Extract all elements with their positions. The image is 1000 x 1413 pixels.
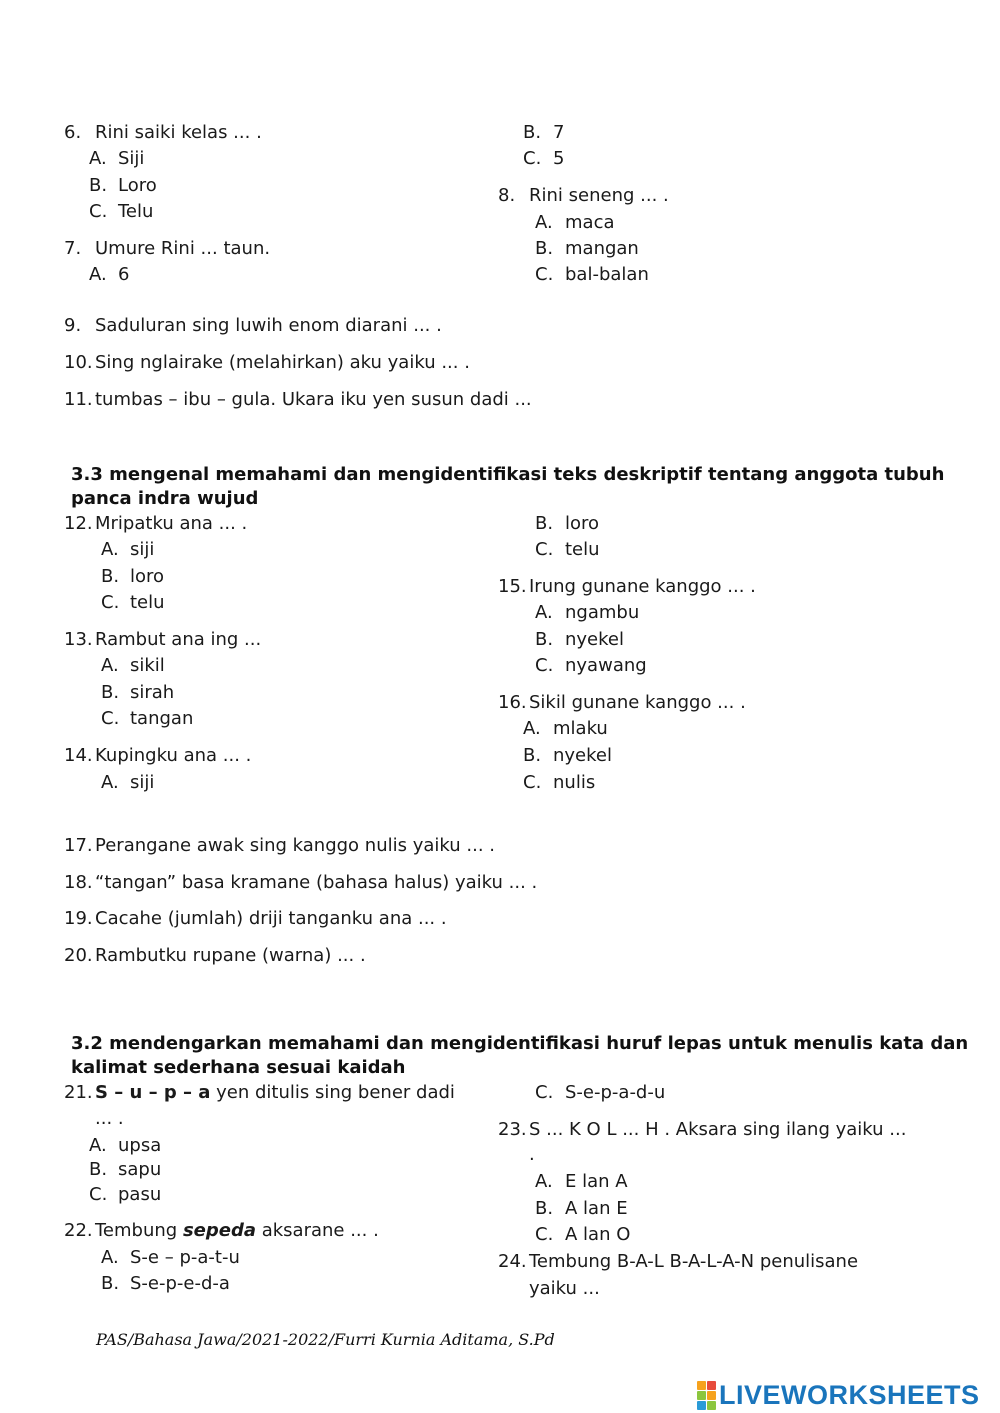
option-b: B. sapu — [89, 1159, 162, 1180]
option-a: A. 6 — [89, 264, 130, 285]
question-20: 20. Rambutku rupane (warna) ... . — [64, 945, 366, 966]
section-heading-cont: kalimat sederhana sesuai kaidah — [71, 1057, 406, 1078]
question-11: 11. tumbas – ibu – gula. Ukara iku yen susun dadi ... — [64, 389, 532, 410]
option-a: A. ngambu — [535, 602, 640, 623]
question-19: 19. Cacahe (jumlah) driji tanganku ana ... . — [64, 908, 447, 929]
question-17: 17. Perangane awak sing kanggo nulis yaiku ... . — [64, 835, 495, 856]
option-a: A. siji — [101, 539, 155, 560]
option-b: B. loro — [101, 566, 165, 587]
question-16: 16. Sikil gunane kanggo ... . — [498, 692, 746, 713]
option-b: B. S-e-p-e-d-a — [101, 1273, 230, 1294]
question-6: 6. Rini saiki kelas ... . — [64, 122, 262, 143]
section-heading: 3.3 mengenal memahami dan mengidentifikasi teks deskriptif tentang anggota tubuh — [71, 464, 945, 485]
question-14: 14. Kupingku ana ... . — [64, 745, 252, 766]
option-a: A. upsa — [89, 1135, 162, 1156]
option-b: B. loro — [535, 513, 600, 534]
question-10: 10. Sing nglairake (melahirkan) aku yaiku ... . — [64, 352, 470, 373]
section-heading-cont: panca indra wujud — [71, 488, 259, 509]
bold-word: S – u – p – a — [95, 1082, 211, 1103]
option-a: A. Siji — [89, 148, 145, 169]
option-a: A. S-e – p-a-t-u — [101, 1247, 240, 1268]
question-12: 12. Mripatku ana ... . — [64, 513, 248, 534]
question-23: 23. S ... K O L ... H . Aksara sing ilang yaiku ... — [498, 1119, 907, 1140]
question-13: 13. Rambut ana ing ... — [64, 629, 262, 650]
option-a: A. E lan A — [535, 1171, 628, 1192]
section-heading: 3.2 mendengarkan memahami dan mengidentifikasi huruf lepas untuk menulis kata dan — [71, 1033, 969, 1054]
question-continuation: . — [529, 1144, 535, 1165]
option-b: B. Loro — [89, 175, 157, 196]
question-continuation: ... . — [95, 1108, 124, 1129]
question-21: 21. S – u – p – a yen ditulis sing bener dadi — [64, 1082, 455, 1103]
footer-credit: PAS/Bahasa Jawa/2021-2022/Furri Kurnia Aditama, S.Pd — [96, 1330, 555, 1349]
option-b: B. mangan — [535, 238, 639, 259]
option-b: B. nyekel — [523, 745, 612, 766]
option-a: A. mlaku — [523, 718, 608, 739]
option-c: C. tangan — [101, 708, 194, 729]
option-a: A. siji — [101, 772, 155, 793]
option-a: A. sikil — [101, 655, 165, 676]
option-c: C. Telu — [89, 201, 154, 222]
option-b: B. A lan E — [535, 1198, 628, 1219]
question-8: 8. Rini seneng ... . — [498, 185, 669, 206]
option-c: C. nulis — [523, 772, 596, 793]
bold-italic-word: sepeda — [182, 1220, 256, 1241]
question-continuation: yaiku ... — [529, 1278, 600, 1299]
option-c: C. telu — [101, 592, 165, 613]
question-18: 18. “tangan” basa kramane (bahasa halus) yaiku ... . — [64, 872, 538, 893]
question-24: 24. Tembung B-A-L B-A-L-A-N penulisane — [498, 1251, 859, 1272]
option-c: C. S-e-p-a-d-u — [535, 1082, 666, 1103]
brand-name: LIVEWORKSHEETS — [719, 1379, 980, 1410]
liveworksheets-logo-icon — [697, 1381, 716, 1410]
option-a: A. maca — [535, 212, 615, 233]
option-c: C. pasu — [89, 1184, 162, 1205]
option-c: C. bal-balan — [535, 264, 649, 285]
question-9: 9. Saduluran sing luwih enom diarani ... . — [64, 315, 442, 336]
question-22: 22. Tembung sepeda aksarane ... . — [64, 1220, 379, 1241]
option-b: B. 7 — [523, 122, 565, 143]
question-text: Rini saiki kelas ... . — [95, 122, 262, 143]
option-c: C. telu — [535, 539, 600, 560]
option-b: B. sirah — [101, 682, 175, 703]
option-c: C. 5 — [523, 148, 565, 169]
question-15: 15. Irung gunane kanggo ... . — [498, 576, 756, 597]
liveworksheets-logo — [697, 1380, 980, 1410]
option-c: C. nyawang — [535, 655, 647, 676]
option-b: B. nyekel — [535, 629, 624, 650]
option-c: C. A lan O — [535, 1224, 631, 1245]
question-text: Rini seneng ... . — [529, 185, 669, 206]
question-7: 7. Umure Rini ... taun. — [64, 238, 271, 259]
question-text: Umure Rini ... taun. — [95, 238, 271, 259]
